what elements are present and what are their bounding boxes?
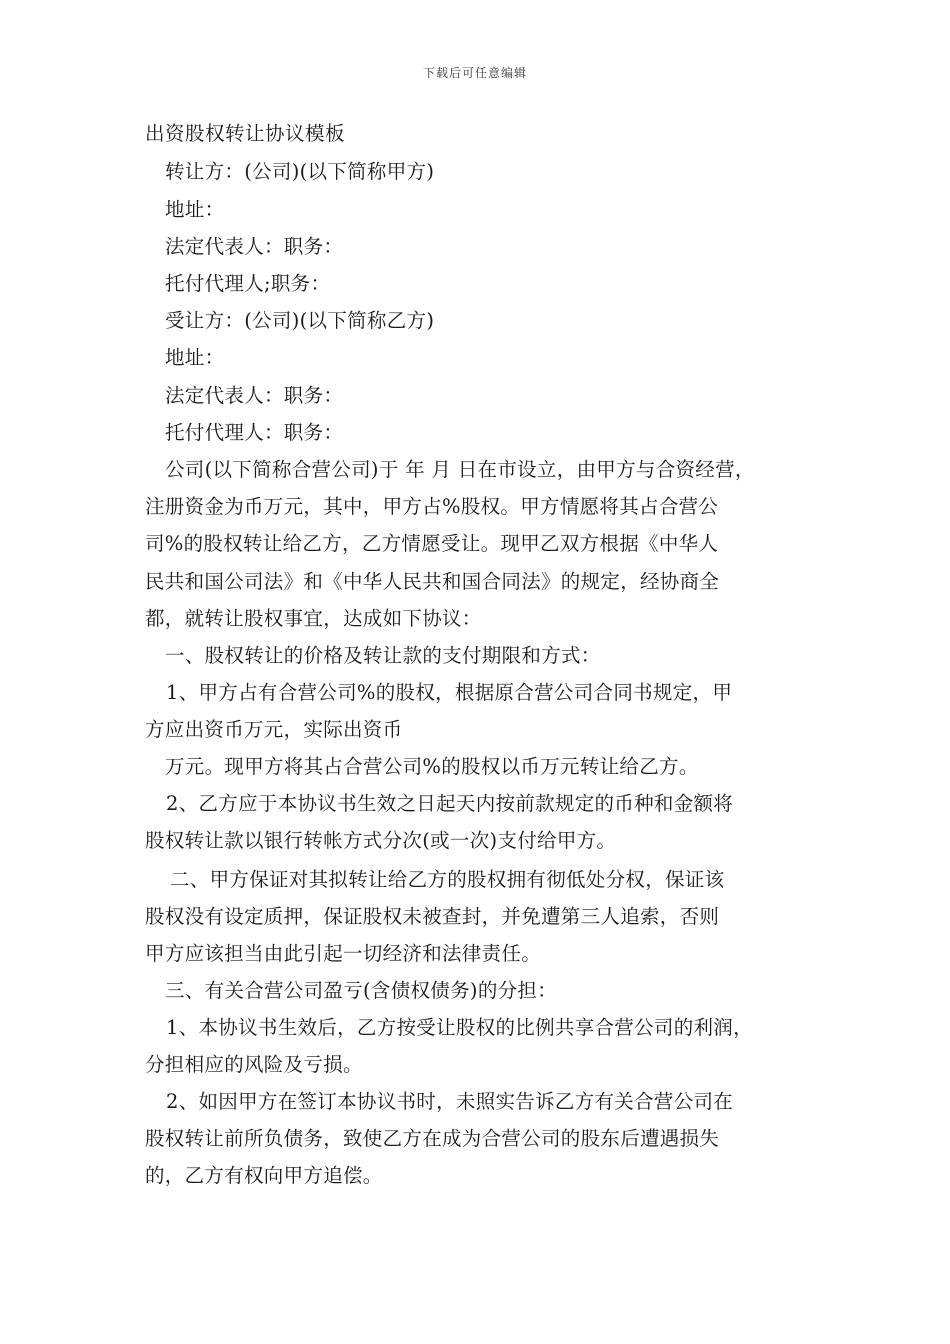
paragraph-line: 股权转让前所负债务，致使乙方在成为合营公司的股东后遭遇损失: [145, 1127, 720, 1150]
section-heading: 三、有关合营公司盈亏(含债权债务)的分担：: [165, 979, 558, 1002]
paragraph-line: 分担相应的风险及亏损。: [145, 1053, 363, 1076]
paragraph-line: 地址：: [165, 346, 225, 369]
paragraph-line: 1、本协议书生效后，乙方按受让股权的比例共享合营公司的利润，: [166, 1016, 753, 1039]
paragraph-line: 司%的股权转让给乙方，乙方情愿受让。现甲乙双方根据《中华人: [145, 532, 719, 555]
section-heading: 一、股权转让的价格及转让款的支付期限和方式：: [165, 644, 601, 667]
paragraph-line: 2、乙方应于本协议书生效之日起天内按前款规定的币种和金额将: [166, 792, 734, 815]
paragraph-line: 的，乙方有权向甲方追偿。: [145, 1164, 383, 1187]
paragraph-line: 注册资金为币万元，其中，甲方占%股权。甲方情愿将其占合营公: [145, 495, 719, 518]
paragraph-line: 法定代表人：职务：: [165, 235, 344, 258]
paragraph-line: 民共和国公司法》和《中华人民共和国合同法》的规定，经协商全: [145, 570, 720, 593]
paragraph-line: 方应出资币万元，实际出资币: [145, 718, 403, 741]
paragraph-line: 转让方：(公司)(以下简称甲方): [165, 160, 435, 183]
paragraph-line: 公司(以下简称合营公司)于 年 月 日在市设立，由甲方与合资经营，: [165, 458, 755, 481]
paragraph-line: 受让方：(公司)(以下简称乙方): [165, 309, 435, 332]
document-title: 出资股权转让协议模板: [145, 122, 346, 145]
section-heading: 二、甲方保证对其拟转让给乙方的股权拥有彻低处分权，保证该: [170, 868, 725, 891]
paragraph-line: 都，就转让股权事宜，达成如下协议：: [145, 607, 482, 630]
paragraph-line: 万元。现甲方将其占合营公司%的股权以币万元转让给乙方。: [165, 755, 699, 778]
paragraph-line: 法定代表人：职务：: [165, 384, 344, 407]
page-header: 下载后可任意编辑: [422, 66, 527, 80]
paragraph-line: 1、甲方占有合营公司%的股权，根据原合营公司合同书规定，甲: [166, 681, 733, 704]
paragraph-line: 托付代理人;职务：: [165, 272, 331, 295]
paragraph-line: 地址：: [165, 198, 225, 221]
paragraph-line: 托付代理人：职务：: [165, 421, 344, 444]
paragraph-line: 2、如因甲方在签订本协议书时，未照实告诉乙方有关合营公司在: [166, 1090, 734, 1113]
paragraph-line: 股权没有设定质押，保证股权未被查封，并免遭第三人追索，否则: [145, 905, 720, 928]
paragraph-line: 股权转让款以银行转帐方式分次(或一次)支付给甲方。: [145, 829, 617, 852]
paragraph-line: 甲方应该担当由此引起一切经济和法律责任。: [145, 942, 542, 965]
